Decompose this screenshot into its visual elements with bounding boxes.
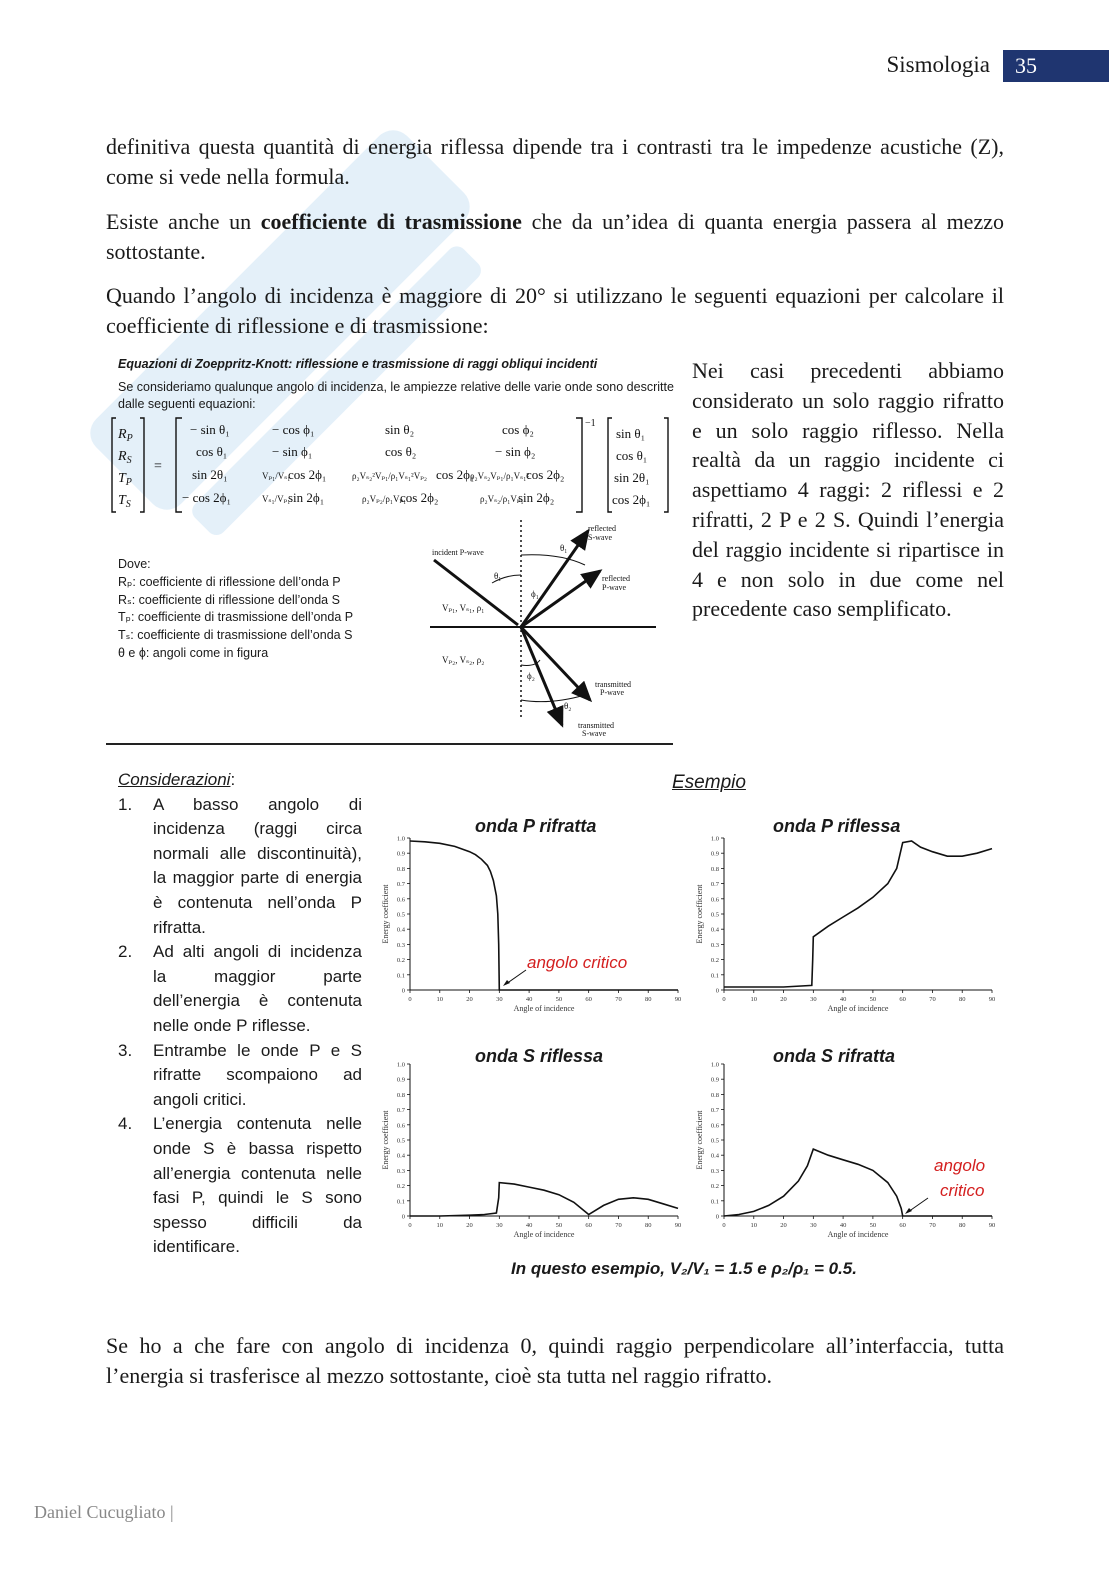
svg-text:ρ₂Vₛ₂/ρ₁Vₚ₁: ρ₂Vₛ₂/ρ₁Vₚ₁ [480,494,524,504]
y-tick-label: 0.2 [396,957,405,965]
y-tick-label: 0.3 [396,1167,405,1175]
ray-diagram [420,515,670,740]
figure-subtitle: Se consideriamo qualunque angolo di incidenza, le ampiezze relative delle varie onde sono descritte dalle seguenti equazioni: [118,380,674,411]
svg-text:cos θ₁: cos θ₁ [196,444,228,459]
svg-text:sin θ₂: sin θ₂ [385,422,415,437]
chart-s-refracted [692,1058,1002,1242]
chart-title-p-refracted: onda P rifratta [475,816,597,836]
y-tick-label: 0.2 [710,1183,719,1191]
annotation-critical-angle-word1: angolo [934,1156,986,1175]
chart-s-reflected [378,1058,688,1242]
svg-text:sin 2ϕ₂: sin 2ϕ₂ [518,490,555,505]
x-tick-label: 20 [780,1222,787,1229]
svg-text:− cos 2ϕ₁: − cos 2ϕ₁ [182,490,232,505]
x-tick-label: 70 [615,1222,622,1229]
x-tick-label: 30 [496,1222,503,1229]
label-reflected-p: reflected [602,574,630,583]
svg-text:cos 2ϕ₂: cos 2ϕ₂ [526,467,565,482]
svg-text:cos θ₁: cos θ₁ [616,448,648,463]
running-header-title: Sismologia [886,52,990,77]
y-axis-label: Energy coefficient [381,1110,390,1170]
list-item [118,793,362,941]
chart-p-reflected [692,832,1002,1016]
y-tick-label: 0.5 [710,1137,719,1145]
label-reflected-s-2: S-wave [588,533,612,542]
svg-text:ρ₂Vₛ₂Vₚ₁/ρ₁Vₛ₁²: ρ₂Vₛ₂Vₚ₁/ρ₁Vₛ₁² [470,471,530,481]
svg-text:RS: $R_S$ [118,449,132,466]
figure-legend [118,556,353,663]
paragraph-transmission [106,207,1004,267]
x-tick-label: 50 [869,1222,877,1229]
x-tick-label: 90 [988,1222,996,1229]
angle-arc [521,695,585,702]
y-tick-label: 0.5 [396,1137,405,1145]
x-tick-label: 60 [899,996,906,1003]
angle-arc [521,555,585,565]
considerazioni-colon: : [230,770,236,789]
label-transmitted-p-2: P-wave [600,688,624,697]
svg-text:−1: −1 [585,418,596,429]
x-tick-label: 10 [750,1222,758,1229]
y-tick-label: 0.2 [710,957,719,965]
y-tick-label: 0.4 [710,1152,719,1160]
annotation-critical-angle: angolo critico [527,953,628,972]
text-run: che da un’idea di quanta energia passera al mezzo sottostante. [106,209,1004,264]
x-tick-label: 90 [674,1222,682,1229]
incident-ray [434,560,518,625]
y-tick-label: 0.2 [396,1183,405,1191]
x-tick-label: 0 [408,996,412,1003]
chart-title-p-reflected: onda P riflessa [773,816,901,836]
list-item [118,940,362,1038]
y-tick-label: 0 [715,987,719,995]
y-tick-label: 0 [401,987,405,995]
legend-item: Rₚ: coefficiente di riflessione dell’onda P [118,574,341,589]
label-transmitted-s-2: S-wave [582,729,606,738]
x-tick-label: 70 [929,1222,936,1229]
svg-text:− cos ϕ₁: − cos ϕ₁ [272,422,315,437]
x-tick-label: 30 [496,996,503,1003]
annotation-critical-angle-word2: critico [940,1181,985,1200]
x-tick-label: 50 [555,996,563,1003]
list-number: 1. [118,794,133,814]
label-angle: ϕ₂ [527,671,535,681]
list-text: Entrambe le onde P e S rifratte scompaiono ad angoli critici. [153,1040,362,1109]
list-text: L’energia contenuta nelle onde S è bassa rispetto all’energia contenuta nelle fasi P, quindi le S sono spesso difficili da identificare. [153,1114,362,1257]
x-axis-label: Angle of incidence [513,1004,575,1013]
label-incident: incident P-wave [432,548,484,557]
svg-text:RP: $R_P$ [118,427,133,444]
y-tick-label: 0.4 [396,1152,405,1160]
y-tick-label: 0.5 [396,911,405,919]
x-axis-label: Angle of incidence [827,1230,889,1239]
svg-text:− sin ϕ₁: − sin ϕ₁ [272,444,313,459]
y-tick-label: 0.6 [710,1122,719,1130]
label-angle: θ₁ [560,543,568,553]
y-tick-label: 1.0 [396,835,405,843]
y-tick-label: 0.7 [396,881,405,889]
y-tick-label: 0.4 [710,926,719,934]
series-line [724,841,992,987]
y-tick-label: 0.9 [396,850,405,858]
x-tick-label: 20 [780,996,787,1003]
section-divider [106,743,673,745]
x-tick-label: 20 [466,1222,473,1229]
chart-p-refracted [378,832,688,1016]
series-line [410,1183,678,1216]
svg-text:sin 2θ₁: sin 2θ₁ [614,470,650,485]
list-number: 2. [118,942,133,962]
label-reflected-p-2: P-wave [602,583,626,592]
x-tick-label: 0 [722,1222,726,1229]
label-medium-2: Vₚ₂, Vₛ₂, ρ₂ [442,655,485,665]
x-tick-label: 30 [810,1222,817,1229]
x-tick-label: 60 [585,1222,592,1229]
y-tick-label: 1.0 [710,1061,719,1069]
svg-text:cos θ₂: cos θ₂ [385,444,417,459]
chart-title-s-reflected: onda S riflessa [475,1046,604,1066]
y-tick-label: 0.8 [710,865,719,873]
svg-text:sin 2θ₁: sin 2θ₁ [192,467,228,482]
y-tick-label: 0.9 [710,850,719,858]
svg-text:sin θ₁: sin θ₁ [616,426,646,441]
y-tick-label: 0.1 [710,1198,719,1206]
legend-title: Dove: [118,557,151,571]
y-tick-label: 0.6 [396,896,405,904]
x-tick-label: 90 [674,996,682,1003]
zoeppritz-matrix-equation [110,416,680,516]
list-text: A basso angolo di incidenza (raggi circa normali alle discontinuità), la maggior parte di energia è contenuta nell’onda P rifratta. [153,794,362,937]
svg-text:ρ₂Vₛ₂²Vₚ₁/ρ₁Vₛ₁²Vₚ₂: ρ₂Vₛ₂²Vₚ₁/ρ₁Vₛ₁²Vₚ₂ [352,471,427,481]
y-tick-label: 0.1 [396,972,405,980]
x-tick-label: 0 [408,1222,412,1229]
y-tick-label: 0.3 [710,941,719,949]
y-tick-label: 0.6 [710,896,719,904]
text-run: Esiste anche un [106,209,261,234]
svg-text:cos 2ϕ₁: cos 2ϕ₁ [288,467,327,482]
example-caption: In questo esempio, V₂/V₁ = 1.5 e ρ₂/ρ₁ = 0.5. [511,1259,857,1278]
x-tick-label: 30 [810,996,817,1003]
label-medium-1: Vₚ₁, Vₛ₁, ρ₁ [442,603,485,613]
label-transmitted-s: transmitted [578,721,614,730]
svg-text:− sin θ₁: − sin θ₁ [190,422,230,437]
label-reflected-s: reflected [588,524,616,533]
y-tick-label: 0.3 [710,1167,719,1175]
x-axis-label: Angle of incidence [513,1230,575,1239]
considerazioni-heading [118,768,362,793]
paragraph-energy-reflection: definitiva questa quantità di energia riflessa dipende tra i contrasti tra le impedenze acustiche (Z), come si vede nella formula. [106,134,1004,189]
y-tick-label: 0.3 [396,941,405,949]
y-tick-label: 0.8 [396,1091,405,1099]
y-tick-label: 0.4 [396,926,405,934]
list-item [118,1112,362,1260]
x-tick-label: 10 [750,996,758,1003]
list-item [118,1039,362,1113]
x-tick-label: 60 [585,996,592,1003]
x-tick-label: 50 [869,996,877,1003]
x-tick-label: 40 [525,1222,533,1229]
y-axis-label: Energy coefficient [381,884,390,944]
svg-text:TS: $T_S$ [118,493,131,510]
list-number: 3. [118,1040,133,1060]
y-axis-label: Energy coefficient [695,1110,704,1170]
reflected-s-ray [521,531,588,627]
y-tick-label: 0.7 [710,881,719,889]
list-number: 4. [118,1114,133,1134]
svg-text:sin 2ϕ₁: sin 2ϕ₁ [288,490,325,505]
svg-text:cos 2ϕ₁: cos 2ϕ₁ [436,467,475,482]
y-tick-label: 0.7 [396,1107,405,1115]
y-tick-label: 1.0 [396,1061,405,1069]
transmitted-p-ray [521,627,590,700]
x-tick-label: 70 [929,996,936,1003]
y-tick-label: 0.5 [710,911,719,919]
x-tick-label: 40 [839,996,847,1003]
y-tick-label: 0 [401,1213,405,1221]
considerazioni-list [118,768,362,1260]
x-tick-label: 80 [958,1222,966,1229]
x-tick-label: 80 [644,1222,652,1229]
list-text: Ad alti angoli di incidenza la maggior parte dell’energia è contenuta nelle onde P riflesse. [153,942,362,1035]
legend-item: θ e ϕ: angoli come in figura [118,645,269,660]
term-transmission-coefficient: coefficiente di trasmissione [260,209,522,234]
paragraph-incidence-angle: Quando l’angolo di incidenza è maggiore di 20° si utilizzano le seguenti equazioni per calcolare il coefficiente di riflessione e di trasmissione: [106,283,1004,338]
x-tick-label: 70 [615,996,622,1003]
y-tick-label: 1.0 [710,835,719,843]
y-tick-label: 0.6 [396,1122,405,1130]
y-tick-label: 0.9 [710,1076,719,1084]
paragraph-zero-incidence: Se ho a che fare con angolo di incidenza 0, quindi raggio perpendicolare all’interfaccia, tutta l’energia si trasferisce al mezzo sottostante, cioè sta tutta nel raggio rifratto. [106,1333,1004,1388]
svg-text:cos 2ϕ₁: cos 2ϕ₁ [612,492,651,507]
figure-title: Equazioni di Zoeppritz-Knott: riflessione e trasmissione di raggi obliqui incidenti [118,357,598,371]
y-tick-label: 0.1 [396,1198,405,1206]
x-tick-label: 50 [555,1222,563,1229]
svg-text:Vₛ₁/Vₚ₁: Vₛ₁/Vₚ₁ [262,494,291,504]
arrow-icon [500,968,530,990]
x-tick-label: 0 [722,996,726,1003]
label-angle: θ₁ [494,571,502,581]
label-angle: θ₂ [564,701,572,711]
arrow-icon [902,1196,932,1218]
svg-text:Vₚ₁/Vₛ₁: Vₚ₁/Vₛ₁ [262,471,291,481]
x-tick-label: 40 [525,996,533,1003]
side-paragraph-four-rays: Nei casi precedenti abbiamo considerato un solo raggio rifratto e un solo raggio riflesso. Nella realtà da un raggio incidente ci aspettiamo 4 raggi: 2 riflessi e 2 rifratti, 2 P e 2 S. Quindi l’energia del raggio incidente si ripartisce in 4 e non solo in due come nel precedente caso semplificato. [692,358,1004,622]
y-tick-label: 0.1 [710,972,719,980]
y-tick-label: 0 [715,1213,719,1221]
x-tick-label: 20 [466,996,473,1003]
svg-text:cos ϕ₂: cos ϕ₂ [502,422,534,437]
svg-text:TP: $T_P$ [118,471,132,488]
page-number: 35 [1003,50,1109,82]
label-angle: ϕ₁ [531,589,539,599]
y-tick-label: 0.7 [710,1107,719,1115]
svg-text:− sin ϕ₂: − sin ϕ₂ [495,444,536,459]
label-transmitted-p: transmitted [595,680,631,689]
esempio-heading: Esempio [672,772,746,793]
considerazioni-title: Considerazioni [118,770,231,789]
reflected-p-ray [521,571,600,627]
x-tick-label: 90 [988,996,996,1003]
y-axis-label: Energy coefficient [695,884,704,944]
chart-title-s-refracted: onda S rifratta [773,1046,896,1066]
x-tick-label: 80 [958,996,966,1003]
x-tick-label: 80 [644,996,652,1003]
x-tick-label: 40 [839,1222,847,1229]
svg-text:ρ₂Vₚ₂/ρ₁Vₚ₁: ρ₂Vₚ₂/ρ₁Vₚ₁ [362,494,407,504]
x-tick-label: 60 [899,1222,906,1229]
svg-text:cos 2ϕ₂: cos 2ϕ₂ [400,490,439,505]
legend-item: Tₛ: coefficiente di trasmissione dell’onda S [118,628,353,643]
y-tick-label: 0.8 [710,1091,719,1099]
legend-item: Tₚ: coefficiente di trasmissione dell’onda P [118,610,354,625]
x-tick-label: 10 [436,996,444,1003]
footer-author: Daniel Cucugliato | [34,1502,174,1522]
svg-text:=: = [154,459,162,474]
x-axis-label: Angle of incidence [827,1004,889,1013]
legend-item: Rₛ: coefficiente di riflessione dell’onda S [118,592,340,607]
x-tick-label: 10 [436,1222,444,1229]
y-tick-label: 0.9 [396,1076,405,1084]
y-tick-label: 0.8 [396,865,405,873]
